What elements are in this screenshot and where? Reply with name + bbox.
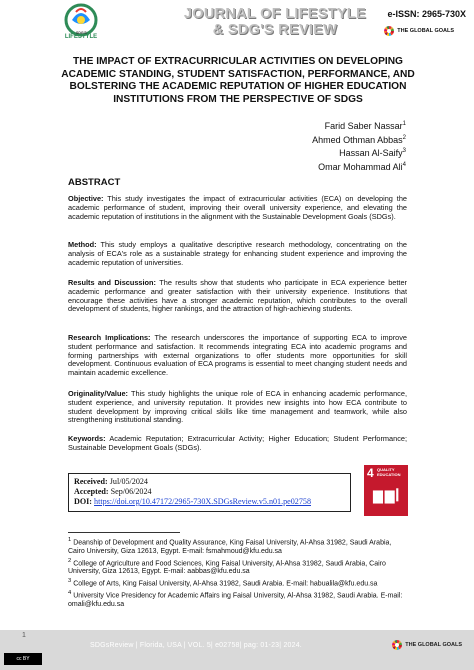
footnote-item: $^4$ University Vice Presidency for Academic Affairs ing Faisal University, Al-Ahsa 31982, Saudi Arabia. E-mail: omali@kfu.edu.sa: [68, 589, 403, 608]
abstract-objective: Objective: This study investigates the impact of extracurricular activities (ECA) on developing the academic performance of student, improving their overall university experience, and elevating the academic reputation of institutions in the alignment with the Sustainable Development Goals (SDGs).: [68, 194, 407, 221]
abstract-keywords: Keywords: Academic Reputation; Extracurricular Activity; Higher Education; Student Performance; Sustainable Development Goals (SDGs).: [68, 434, 407, 452]
doi-line: DOI: https://doi.org/10.47172/2965-730X.SDGsReview.v5.n01.pe02758: [74, 497, 311, 506]
sdg-wheel-icon: [384, 26, 394, 36]
accepted-line: Accepted: Sep/06/2024: [74, 487, 152, 496]
abstract-originality: Originality/Value: This study highlights the unique role of ECA in enhancing academic performance, student experience, and university reputation. It provides new insights into how ECA contribute to student development by improving critical skills like time management and teamwork, while also strengthening institutional standing.: [68, 389, 407, 425]
journal-title: [160, 6, 390, 38]
doi-link[interactable]: https://doi.org/10.47172/2965-730X.SDGsReview.v5.n01.pe02758: [94, 497, 311, 506]
logo-text: LIFESTYLE: [64, 34, 98, 40]
footnote-divider: [68, 532, 180, 533]
author-item: Hassan Al-Saify$^3$: [339, 148, 406, 158]
footnote-item: $^3$ College of Arts, King Faisal University, Al-Ahsa 31982, Saudi Arabia. E-mail: habualila@kfu.edu.sa: [68, 578, 378, 588]
book-pen-icon: [370, 485, 402, 509]
author-item: Omar Mohammad Ali$^4$: [318, 161, 406, 172]
journal-header: [0, 0, 474, 50]
abstract-implications: Research Implications: The research underscores the importance of supporting ECA to improve student performance and satisfaction. It recommends integrating ECA into academic programs and forming partnerships with external organizations to offer students more opportunities for skill development. Continuous evaluation of ECA programs is essential to meet changing student needs and maintain academic excellence.: [68, 333, 407, 378]
abstract-method: Method: This study employs a qualitative descriptive research methodology, concentrating on the analysis of ECA's role as a sustainable strategy for enhancing student experience and improving the academic reputation of universities.: [68, 240, 407, 267]
footer-citation: SDGsReview | Florida, USA | VOL. 5| e02758| pag: 01-23| 2024.: [90, 642, 302, 649]
journal-title-line2: & SDG'S REVIEW: [212, 22, 338, 38]
sdg-number: 4: [367, 466, 374, 480]
footnote-item: $^1$ Deanship of Development and Quality Assurance, King Faisal University, Al-Ahsa 31982, Saudi Arabia, Cairo University, Giza 12613, Egypt. E-mail: fsmahmoud@kfu.edu.sa: [68, 537, 392, 555]
journal-title-line1: JOURNAL OF LIFESTYLE: [183, 6, 367, 22]
logo-subtext: SDG'S: [76, 31, 87, 35]
submission-info-box: [68, 473, 351, 512]
page-number: 1: [22, 632, 26, 639]
footer-global-goals: THE GLOBAL GOALS: [392, 640, 462, 650]
author-item: Ahmed Othman Abbas$^2$: [312, 134, 406, 145]
sdg-label: QUALITY EDUCATION: [377, 467, 401, 477]
global-goals-logo: [384, 26, 454, 36]
abstract-heading: ABSTRACT: [68, 177, 121, 188]
sdg4-badge: [364, 465, 408, 516]
page-footer: [0, 630, 474, 670]
footnotes: [68, 536, 408, 609]
footnote-item: $^2$ College of Agriculture and Food Sciences, King Faisal University, Al-Ahsa 31982, Saudi Arabia, Cairo University, Giza 12613, Egypt. E-mail: aabbas@kfu.edu.sa: [68, 557, 386, 576]
received-line: Received: Jul/05/2024: [74, 477, 148, 486]
paper-title: THE IMPACT OF EXTRACURRICULAR ACTIVITIES ON DEVELOPING ACADEMIC STANDING, STUDENT SATISFACTION, PERFORMANCE, AND BOLSTERING THE ACADEMIC REPUTATION OF HIGHER EDUCATION INSTITUTIONS FROM THE PERSPECTIVE OF SDGS: [61, 56, 415, 105]
issn-label: e-ISSN: 2965-730X: [387, 9, 466, 19]
cc-license-badge: cc BY: [4, 653, 42, 665]
abstract-results: Results and Discussion: The results show that students who participate in ECA experience better academic performance and greater satisfaction with their university experience. Institutions that encourage these activities have a stronger academic reputation, which contributes to the overall development of students, higher rankings, and the attraction of high-achieving students.: [68, 278, 407, 314]
author-list: [312, 119, 406, 173]
sdg-wheel-icon: [392, 640, 402, 650]
author-item: Farid Saber Nassar$^1$: [324, 121, 406, 131]
global-goals-text: THE GLOBAL GOALS: [397, 28, 454, 34]
